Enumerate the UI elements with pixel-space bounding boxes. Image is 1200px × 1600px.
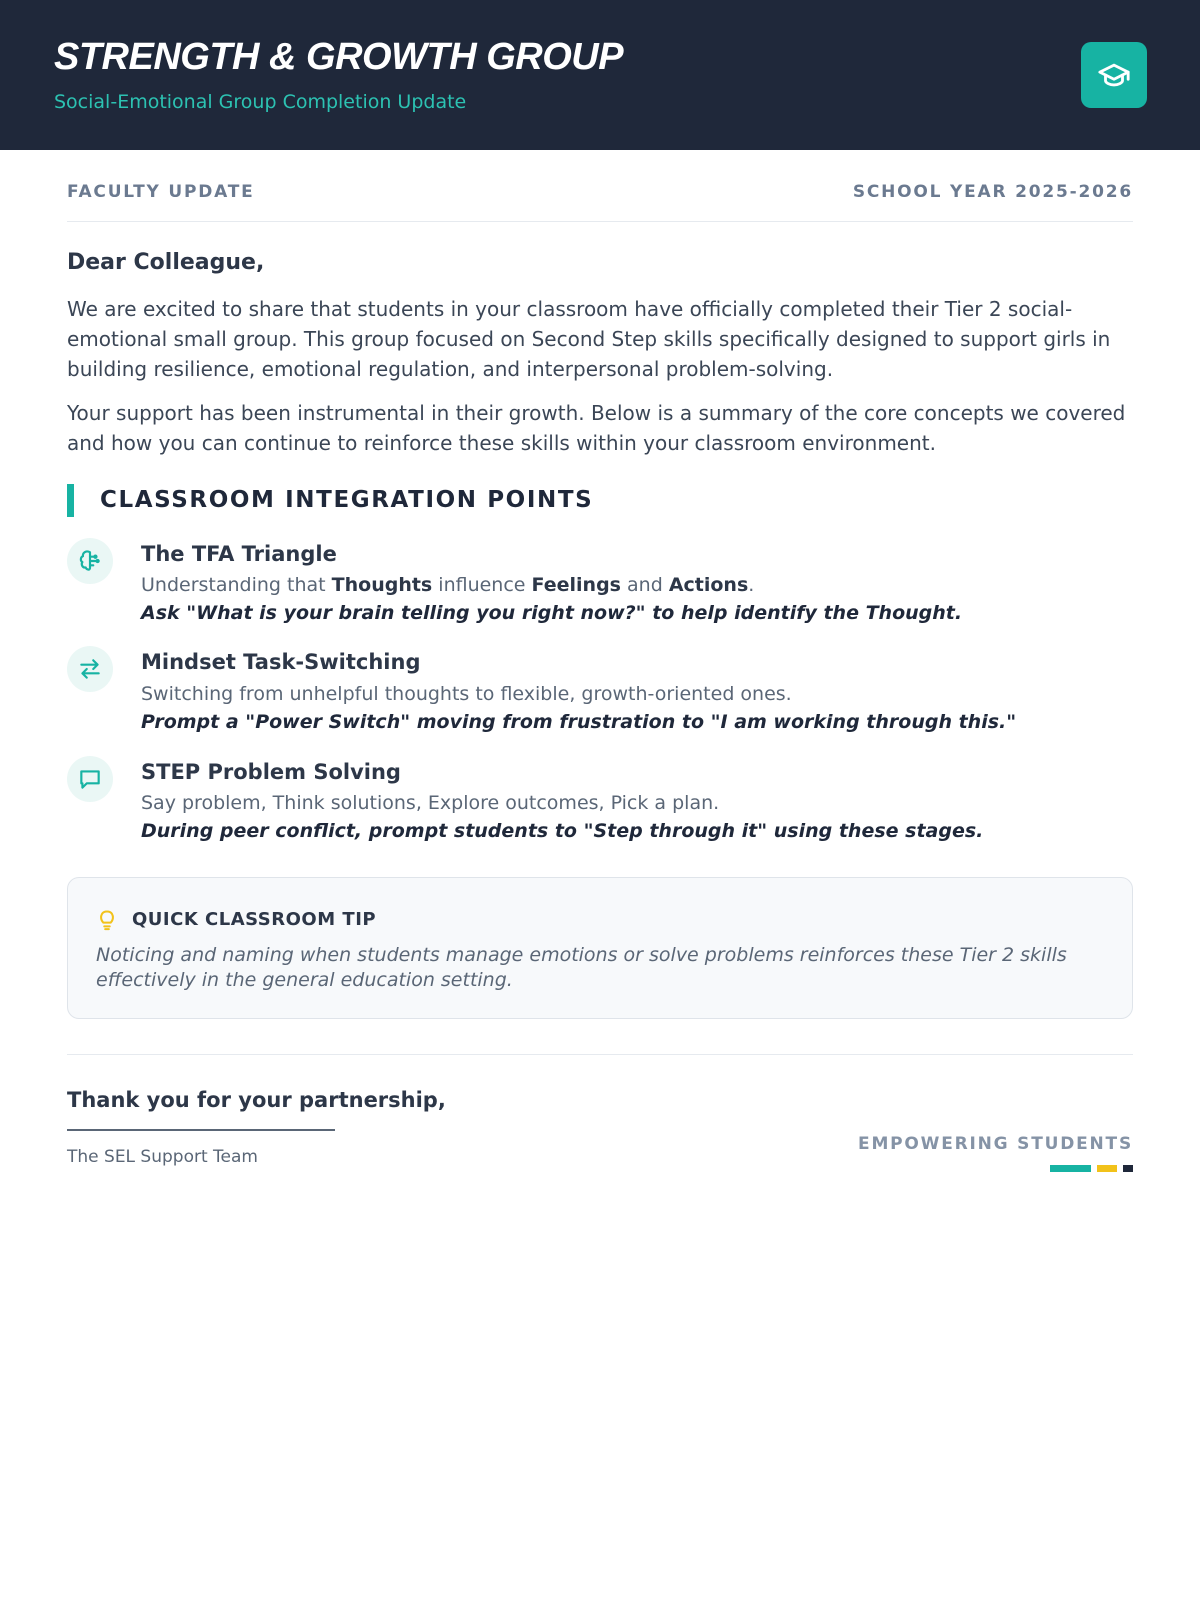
- chat-bubble-icon: [67, 756, 113, 802]
- item-desc-mindset: Switching from unhelpful thoughts to flexible, growth-oriented ones.: [141, 683, 792, 705]
- page-subtitle: Social-Emotional Group Completion Update: [54, 91, 467, 113]
- item-desc-tfa: Understanding that Thoughts influence Feelings and Actions.: [141, 574, 755, 596]
- item-desc-step: Say problem, Think solutions, Explore outcomes, Pick a plan.: [141, 792, 720, 814]
- accent-bar-teal: [1050, 1165, 1091, 1172]
- graduation-cap-icon: [1081, 42, 1147, 108]
- section-title: CLASSROOM INTEGRATION POINTS: [100, 487, 594, 513]
- tip-text: Noticing and naming when students manage emotions or solve problems reinforces these Tier 2 skills effectively in the general education setting.: [96, 944, 1067, 991]
- support-paragraph: Your support has been instrumental in their growth. Below is a summary of the core concepts we covered and how you can continue to reinforce these skills within your classroom environment.: [67, 401, 1126, 455]
- item-title-mindset: Mindset Task-Switching: [141, 650, 421, 674]
- footer-tagline: EMPOWERING STUDENTS: [858, 1134, 1133, 1154]
- closing-line: Thank you for your partnership,: [67, 1088, 446, 1112]
- switch-arrows-icon: [67, 646, 113, 692]
- quick-tip-box: [67, 877, 1133, 1019]
- section-accent-bar: [67, 484, 74, 517]
- accent-bar-gold: [1097, 1165, 1117, 1172]
- item-title-step: STEP Problem Solving: [141, 760, 401, 784]
- item-prompt-mindset: Prompt a "Power Switch" moving from frustration to "I am working through this.": [141, 711, 1017, 733]
- signature: The SEL Support Team: [67, 1147, 258, 1167]
- item-prompt-tfa: Ask "What is your brain telling you right now?" to help identify the Thought.: [141, 602, 963, 624]
- greeting: Dear Colleague,: [67, 250, 265, 275]
- intro-paragraph: We are excited to share that students in your classroom have officially completed their Tier 2 social-emotional small group. This group focused on Second Step skills specifically designed to support girls in building resilience, emotional regulation, and interpersonal problem-solving.: [67, 297, 1111, 381]
- page-title: STRENGTH & GROWTH GROUP: [54, 36, 624, 78]
- tip-label: QUICK CLASSROOM TIP: [132, 909, 377, 930]
- header-banner: [0, 0, 1200, 150]
- item-title-tfa: The TFA Triangle: [141, 542, 337, 566]
- divider: [67, 221, 1133, 222]
- divider: [67, 1054, 1133, 1055]
- school-year-label: SCHOOL YEAR 2025-2026: [852, 182, 1133, 202]
- accent-bar-navy: [1123, 1165, 1133, 1172]
- brain-icon: [67, 538, 113, 584]
- lightbulb-icon: [96, 906, 118, 936]
- faculty-update-label: FACULTY UPDATE: [67, 182, 255, 202]
- item-prompt-step: During peer conflict, prompt students to "Step through it" using these stages.: [141, 820, 984, 842]
- signature-line: [67, 1129, 335, 1131]
